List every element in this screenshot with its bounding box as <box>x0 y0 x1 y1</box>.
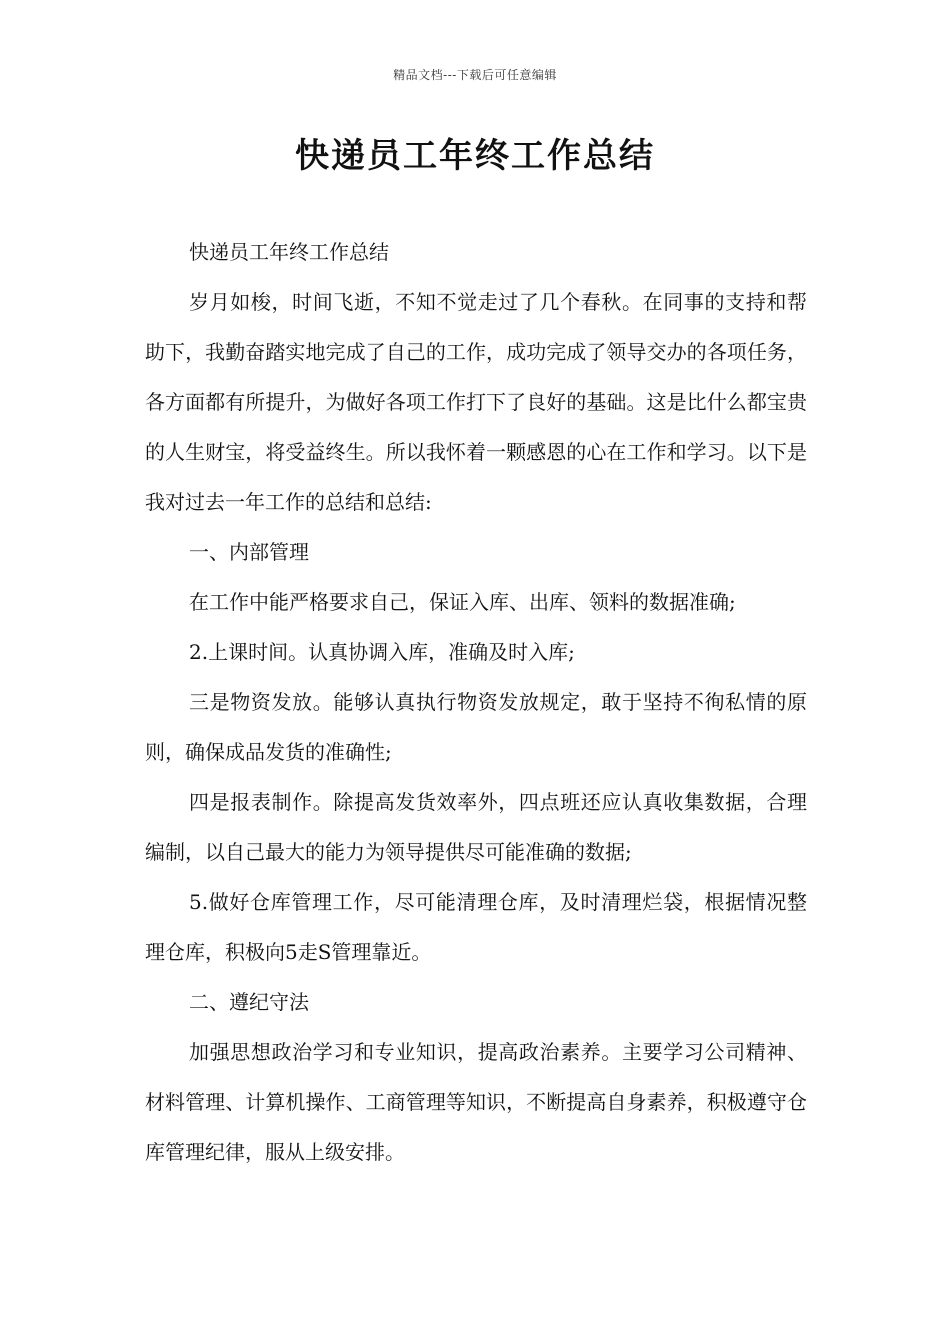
paragraph-item-5: 5.做好仓库管理工作，尽可能清理仓库，及时清理烂袋，根据情况整理仓库，积极向5走S管理靠近。 <box>145 890 807 964</box>
section-heading-discipline: 二、遵纪守法 <box>189 990 309 1014</box>
document-body <box>145 227 807 1177</box>
paragraph-item-1: 在工作中能严格要求自己，保证入库、出库、领料的数据准确; <box>189 590 736 614</box>
page-header-note: 精品文档---下载后可任意编辑 <box>393 68 557 82</box>
section-heading-internal-management: 一、内部管理 <box>189 540 309 564</box>
document-title: 快递员工年终工作总结 <box>295 136 655 176</box>
paragraph-item-4: 四是报表制作。除提高发货效率外，四点班还应认真收集数据，合理编制，以自己最大的能力为领导提供尽可能准确的数据; <box>145 790 807 864</box>
paragraph-discipline: 加强思想政治学习和专业知识，提高政治素养。主要学习公司精神、材料管理、计算机操作、工商管理等知识，不断提高自身素养，积极遵守仓库管理纪律，服从上级安排。 <box>145 1040 807 1164</box>
paragraph-intro: 岁月如梭，时间飞逝，不知不觉走过了几个春秋。在同事的支持和帮助下，我勤奋踏实地完成了自己的工作，成功完成了领导交办的各项任务，各方面都有所提升，为做好各项工作打下了良好的基础。这是比什么都宝贵的人生财宝，将受益终生。所以我怀着一颗感恩的心在工作和学习。以下是我对过去一年工作的总结和总结: <box>145 290 807 514</box>
paragraph-item-3: 三是物资发放。能够认真执行物资发放规定，敢于坚持不徇私情的原则，确保成品发货的准确性; <box>145 690 807 764</box>
paragraph-item-2: 2.上课时间。认真协调入库，准确及时入库; <box>189 640 575 664</box>
paragraph-subtitle: 快递员工年终工作总结 <box>189 240 389 264</box>
